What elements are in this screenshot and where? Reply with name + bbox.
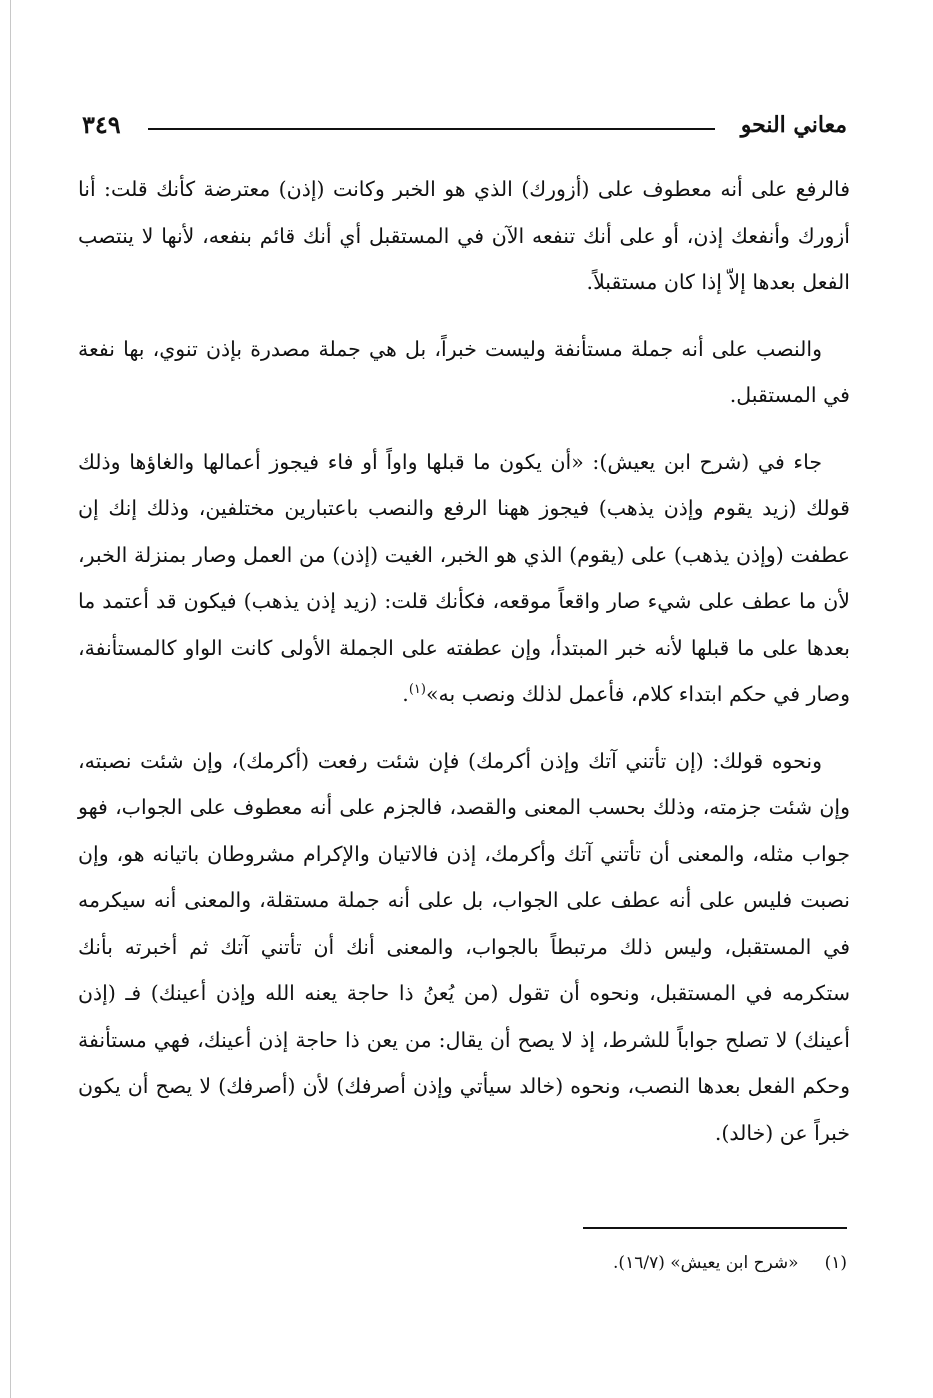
page-edge-line [10,0,11,1398]
footnote [87,1248,847,1278]
footnote-separator [583,1227,847,1229]
page-number: ٣٤٩ [82,110,121,139]
footnote-text: «شرح ابن يعيش» (١٦/٧). [613,1253,799,1273]
body-text [78,166,850,1176]
paragraph-3 [78,439,850,718]
header-rule [148,128,715,130]
paragraph-3-text: جاء في (شرح ابن يعيش): «أن يكون ما قبلها واواً أو فاء فيجوز أعمالها والغاؤها وذلك قولك (زيد يقوم وإذن يذهب) فيجوز ههنا الرفع والنصب باعتبارين مختلفين، وذلك إنك إن عطفت (وإذن يذهب) على (يقوم) الذي هو الخبر، الغيت (إذن) من العمل وصار بمنزلة الخبر، لأن ما عطف على شيء صار واقعاً موقعه، فكأنك قلت: (زيد إذن يذهب) فيكون قد أعتمد ما بعدها على ما قبلها لأنه خبر المبتدأ، وإن عطفته على الجملة الأولى كانت الواو كالمستأنفة، وصار في حكم ابتداء كلام، فأعمل لذلك ونصب به» [78,449,850,706]
paragraph-1: فالرفع على أنه معطوف على (أزورك) الذي هو الخبر وكانت (إذن) معترضة كأنك قلت: أنا أزورك وأنفعك إذن، أو على أنك تنفعه الآن في المستقبل أي أنك قائم بنفعه، لأنها لا ينتصب الفعل بعدها إلاّ إذا كان مستقبلاً. [78,177,850,294]
running-title: معاني النحو [740,112,847,138]
paragraph-3-end: . [402,682,409,706]
footnote-reference: (١) [408,682,426,698]
footnote-number: (١) [824,1253,847,1273]
paragraph-4: ونحوه قولك: (إن تأتني آتك وإذن أكرمك) فإن شئت رفعت (أكرمك)، وإن شئت نصبته، وإن شئت جزمته، وذلك بحسب المعنى والقصد، فالجزم على أنه معطوف على الجواب، فهو جواب مثله، والمعنى أن تأتني آتك وأكرمك، إذن فالاتيان والإكرام مشروطان باتيانه هو، وإن نصبت فليس على أنه عطف على الجواب، بل على أنه جملة مستقلة، والمعنى أنه سيكرمه في المستقبل، وليس ذلك مرتبطاً بالجواب، والمعنى أنك أن تأتني آتك ثم أخبرته بأنك ستكرمه في المستقبل، ونحوه أن تقول (من يُعنُ ذا حاجة يعنه الله وإذن أعينك) فـ (إذن أعينك) لا تصلح جواباً للشرط، إذ لا يصح أن يقال: من يعن ذا حاجة إذن أعينك، فهي مستأنفة وحكم الفعل بعدها النصب، ونحوه (خالد سيأتي وإذن أصرفك) لأن (أصرفك) لا يصح أن يكون خبراً عن (خالد). [78,748,850,1145]
paragraph-2: والنصب على أنه جملة مستأنفة وليست خبراً، بل هي جملة مصدرة بإذن تنوي، بها نفعة في المستقبل. [78,336,850,407]
page-header [82,108,847,148]
